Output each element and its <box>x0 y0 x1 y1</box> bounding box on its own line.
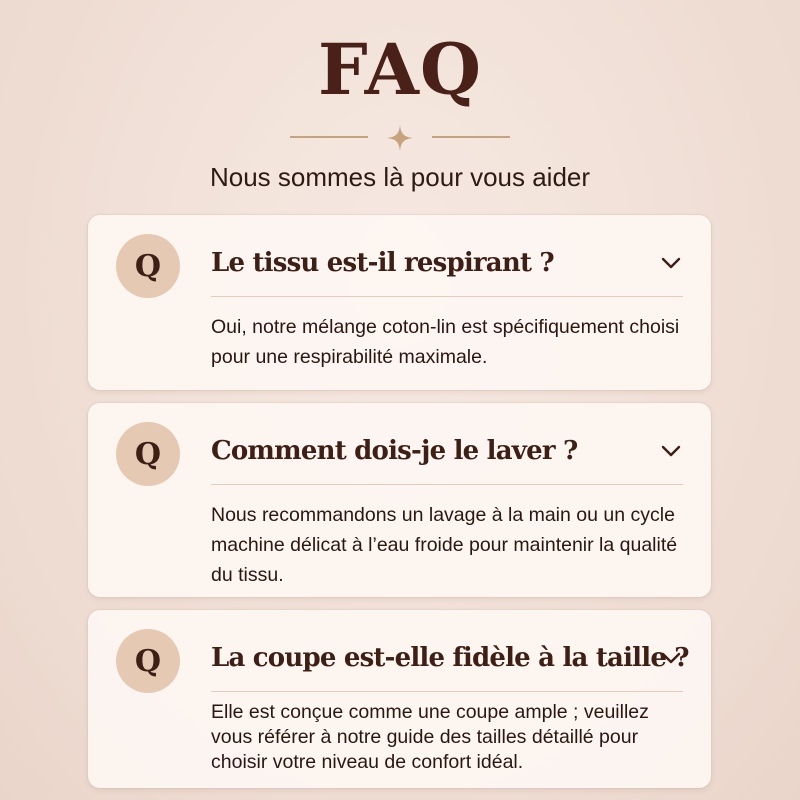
faq-divider <box>211 296 683 297</box>
faq-divider <box>211 691 683 692</box>
question-badge: Q <box>116 234 180 298</box>
chevron-down-icon[interactable] <box>659 439 683 463</box>
chevron-down-icon[interactable] <box>659 251 683 275</box>
question-badge: Q <box>116 422 180 486</box>
question-badge: Q <box>116 629 180 693</box>
faq-item[interactable] <box>88 610 711 788</box>
divider-line-right <box>432 136 510 138</box>
title-divider <box>290 122 510 152</box>
sparkle-icon <box>386 124 414 152</box>
divider-line-left <box>290 136 368 138</box>
faq-answer: Oui, notre mélange coton-lin est spécifiquement choisi pour une respirabilité maximale. <box>211 316 680 368</box>
faq-answer: Elle est conçue comme une coupe ample ; veuillez vous référer à notre guide des tailles détaillé pour choisir votre niveau de confort idéal. <box>211 701 649 773</box>
page-title: FAQ <box>318 28 482 111</box>
faq-answer: Nous recommandons un lavage à la main ou un cycle machine délicat à l’eau froide pour maintenir la qualité du tissu. <box>211 504 678 586</box>
chevron-down-icon[interactable] <box>659 646 683 670</box>
faq-item[interactable] <box>88 403 711 597</box>
faq-question[interactable]: Le tissu est-il respirant ? <box>211 248 554 278</box>
faq-header <box>0 30 800 194</box>
faq-divider <box>211 484 683 485</box>
faq-item[interactable] <box>88 215 711 390</box>
faq-question[interactable]: La coupe est-elle fidèle à la taille ? <box>211 643 689 673</box>
page-subtitle: Nous sommes là pour vous aider <box>209 162 591 192</box>
faq-question[interactable]: Comment dois-je le laver ? <box>211 436 578 466</box>
